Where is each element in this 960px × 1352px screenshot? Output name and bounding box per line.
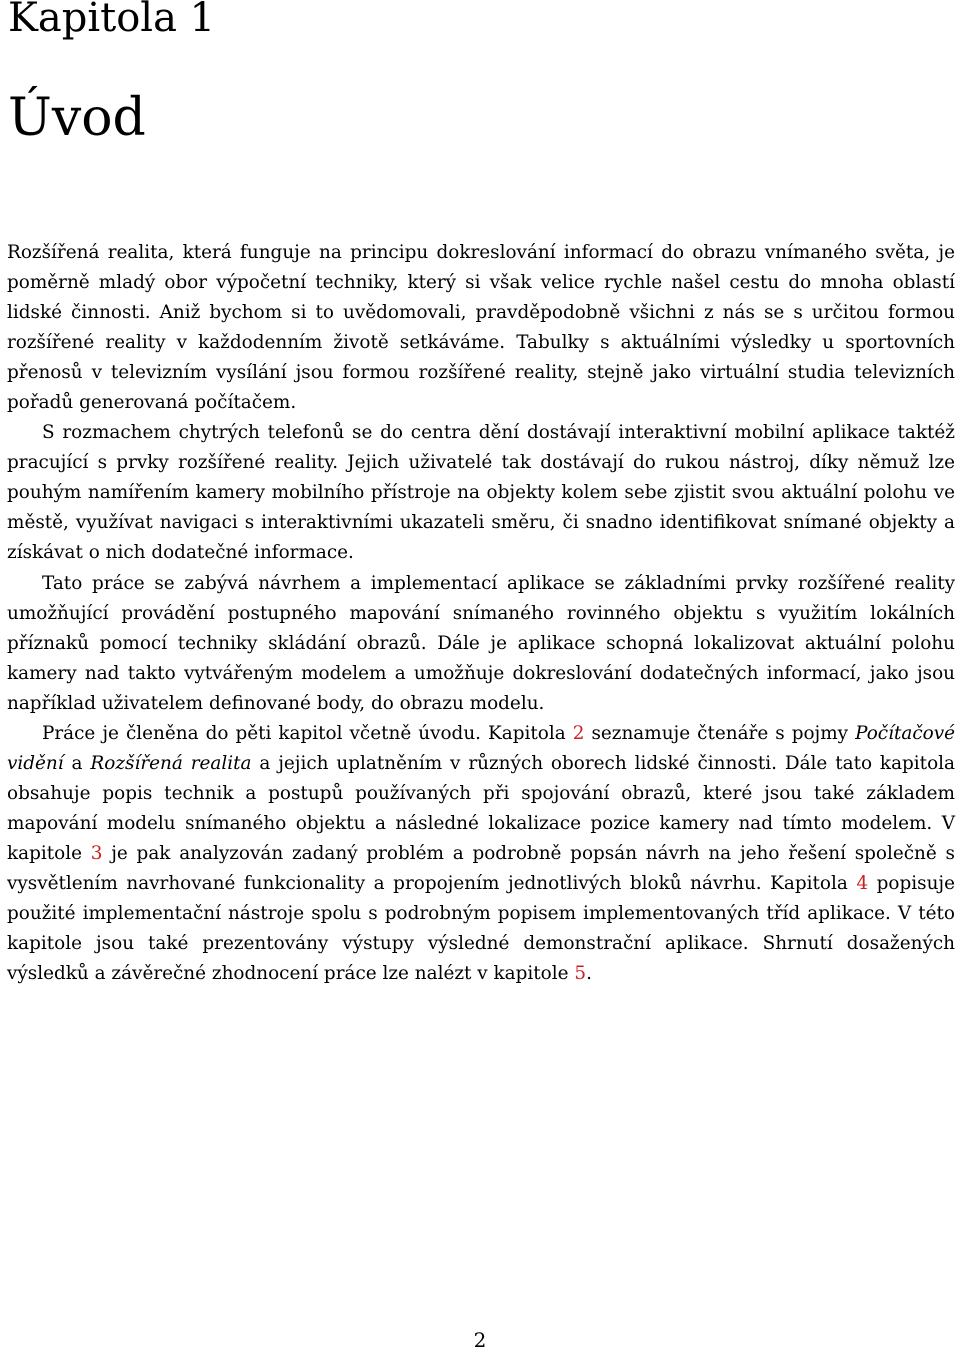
term-computer-vision: Počítačové vidění: [7, 722, 955, 774]
structure-text-1: Práce je členěna do pěti kapitol včetně úvodu. Kapitola: [42, 722, 573, 744]
term-augmented-reality: Rozšířená realita: [90, 752, 252, 774]
structure-text-7: .: [586, 963, 592, 985]
structure-text-3: a: [63, 752, 91, 774]
chapter-5-link[interactable]: 5: [574, 963, 587, 985]
chapter-body: [7, 238, 955, 989]
paragraph-intro: Rozšířená realita, která funguje na principu dokreslování informací do obrazu vnímaného světa, je poměrně mladý obor výpočetní techniky, který si však velice rychle našel cestu do mnoha oblastí lidské činnosti. Aniž bychom si to uvědomovali, pravděpodobně všichni z nás se s určitou formou rozšířené reality v každodenním životě setkáváme. Tabulky s aktuálními výsledky u sportovních přenosů v televizním vysílání jsou formou rozšířené reality, stejně jako virtuální studia televizních pořadů generovaná počítačem.: [7, 242, 955, 414]
structure-text-4: a jejich uplatněním v různých oborech lidské činnosti. Dále tato kapitola obsahuje popis technik a postupů používaných při spojování obrazů, které jsou také základem mapování modelu snímaného objektu a následné lokalizace pozice kamery nad tímto modelem. V kapitole: [7, 752, 955, 864]
structure-text-2: seznamuje čtenáře s pojmy: [584, 722, 856, 744]
chapter-3-link[interactable]: 3: [90, 842, 103, 864]
page-number: 2: [473, 1328, 487, 1352]
structure-text-6: popisuje použité implementační nástroje spolu s podrobným popisem implementovaných tříd aplikace. V této kapitole jsou také prezentovány výstupy výsledné demonstrační aplikace. Shrnutí dosažených výsledků a závěrečné zhodnocení práce lze nalézt v kapitole: [7, 872, 956, 985]
chapter-title: Úvod: [8, 88, 146, 148]
paragraph-thesis-goal: Tato práce se zabývá návrhem a implementací aplikace se základními prvky rozšířené reality umožňující provádění postupného mapování snímaného rovinného objektu s využitím lokálních příznaků pomocí techniky skládání obrazů. Dále je aplikace schopná lokalizovat aktuální polohu kamery nad takto vytvářeným modelem a umožňuje dokreslování dodatečných informací, jako jsou například uživatelem definované body, do obrazu modelu.: [7, 572, 955, 714]
chapter-2-link[interactable]: 2: [572, 722, 585, 744]
structure-text-5: je pak analyzován zadaný problém a podrobně popsán návrh na jeho řešení společně s vysvětlením navrhované funkcionality a propojením jednotlivých bloků návrhu. Kapitola: [7, 842, 955, 894]
chapter-4-link[interactable]: 4: [856, 872, 869, 894]
paragraph-structure: [7, 719, 955, 989]
chapter-label: Kapitola 1: [8, 0, 216, 41]
paragraph-mobile-apps: S rozmachem chytrých telefonů se do centra dění dostávají interaktivní mobilní aplikace taktéž pracující s prvky rozšířené reality. Jejich uživatelé tak dostávají do rukou nástroj, díky němuž lze pouhým namířením kamery mobilního přístroje na objekty kolem sebe zjistit svou aktuální polohu ve městě, využívat navigaci s interaktivními ukazateli směru, či snadno identifikovat snímané objekty a získávat o nich dodatečné informace.: [7, 422, 955, 564]
